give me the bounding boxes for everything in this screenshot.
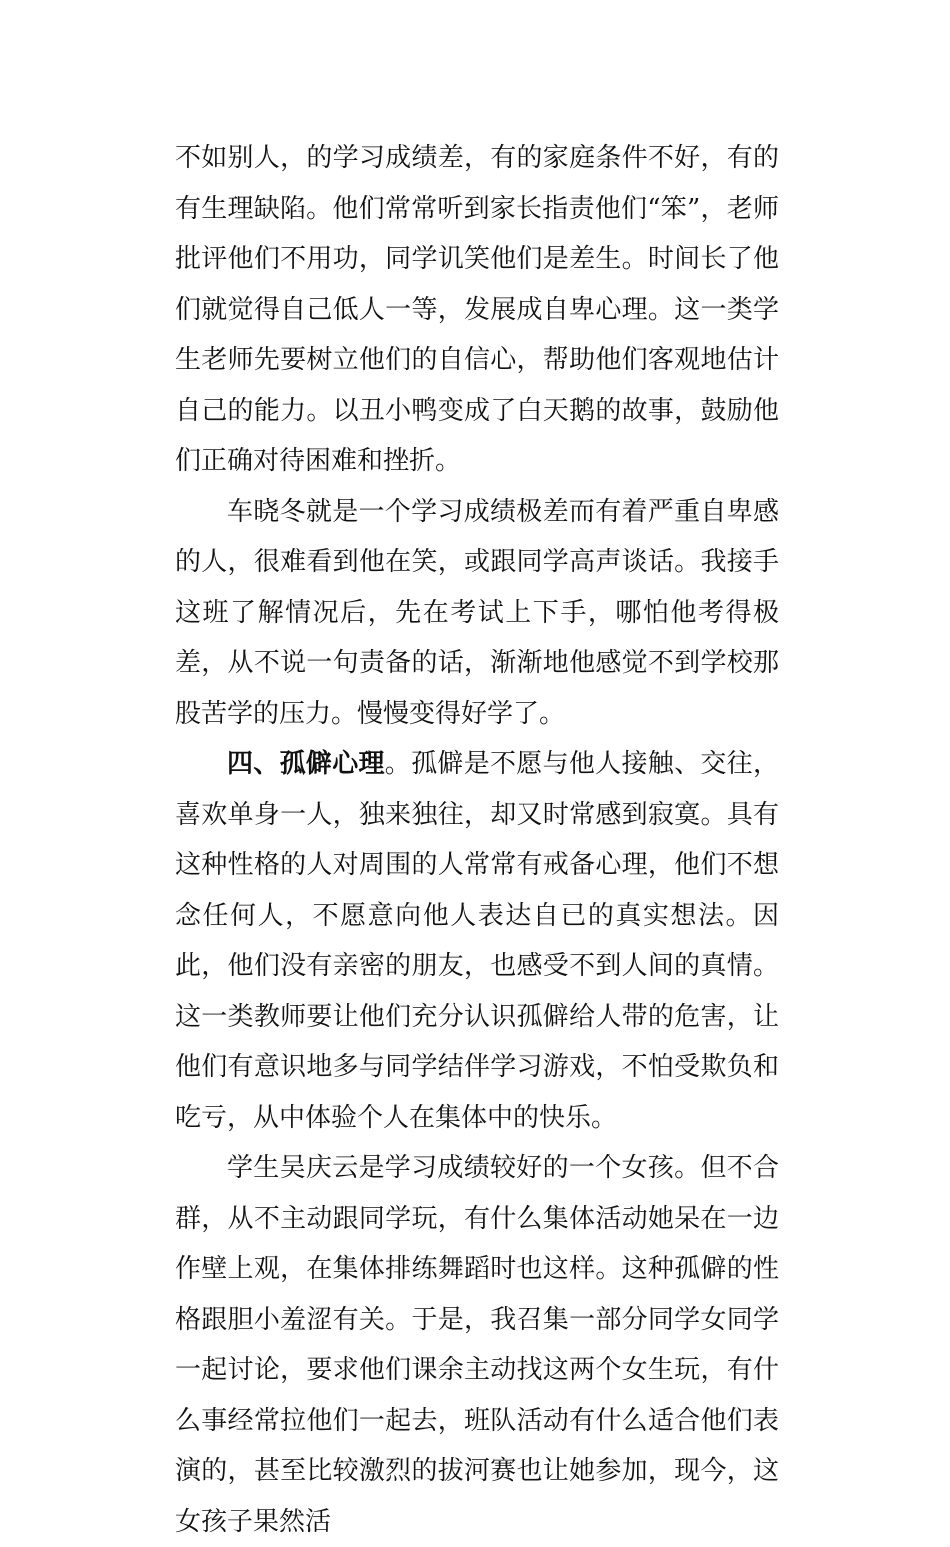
paragraph-1-text: 不如别人，的学习成绩差，有的家庭条件不好，有的有生理缺陷。他们常常听到家长指责他们“笨”，老师批评他们不用功，同学讥笑他们是差生。时间长了他们就觉得自己低人一等，发展成自卑心理。这一类学生老师先要树立他们的自信心，帮助他们客观地估计自己的能力。以丑小鸭变成了白天鹅的故事，鼓励他们正确对待困难和挫折。 — [175, 143, 779, 476]
paragraph-3 — [175, 739, 779, 1143]
paragraph-3-text: 。孤僻是不愿与他人接触、交往，喜欢单身一人，独来独往，却又时常感到寂寞。具有这种性格的人对周围的人常常有戒备心理，他们不想念任何人，不愿意向他人表达自已的真实想法。因此，他们没有亲密的朋友，也感受不到人间的真情。这一类教师要让他们充分认识孤僻给人带的危害，让他们有意识地多与同学结伴学习游戏，不怕受欺负和吃亏，从中体验个人在集体中的快乐。 — [175, 749, 779, 1133]
paragraph-4-text: 学生吴庆云是学习成绩较好的一个女孩。但不合群，从不主动跟同学玩，有什么集体活动她呆在一边作壁上观，在集体排练舞蹈时也这样。这种孤僻的性格跟胆小羞涩有关。于是，我召集一部分同学女同学一起讨论，要求他们课余主动找这两个女生玩，有什么事经常拉他们一起去，班队活动有什么适合他们表演的，甚至比较激烈的拔河赛也让她参加，现今，这女孩子果然活 — [175, 1153, 779, 1537]
paragraph-1 — [175, 133, 779, 487]
paragraph-4 — [175, 1143, 779, 1547]
section-heading: 四、孤僻心理 — [227, 749, 385, 779]
document-body — [175, 133, 779, 1547]
paragraph-2-text: 车晓冬就是一个学习成绩极差而有着严重自卑感的人，很难看到他在笑，或跟同学高声谈话。我接手这班了解情况后，先在考试上下手，哪怕他考得极差，从不说一句责备的话，渐渐地他感觉不到学校那股苦学的压力。慢慢变得好学了。 — [175, 496, 779, 729]
paragraph-2 — [175, 487, 779, 740]
